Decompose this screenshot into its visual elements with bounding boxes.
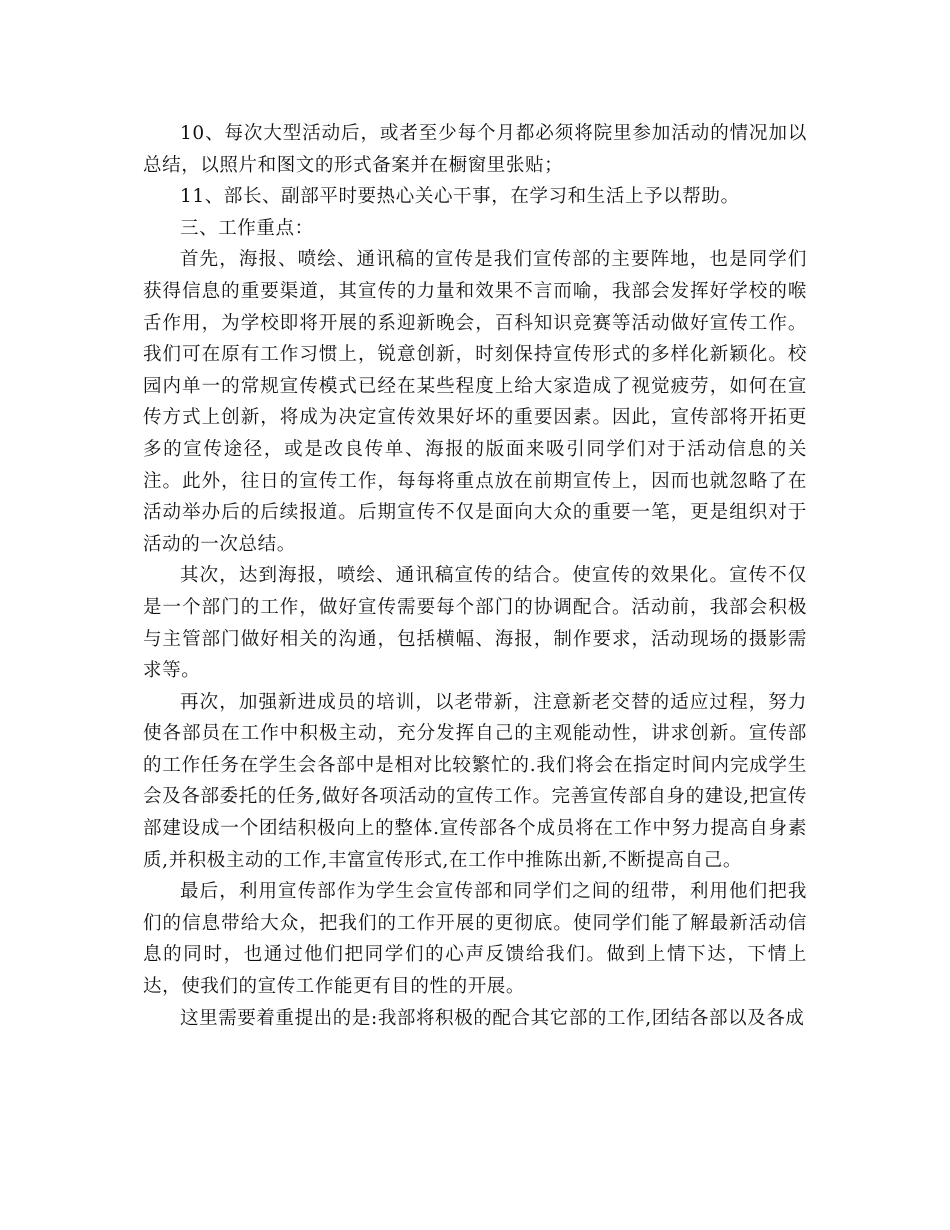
- document-body: [143, 118, 807, 1034]
- section-heading-work-focus: 三、工作重点：: [180, 217, 314, 239]
- paragraph-item-11: 11、部长、副部平时要热心关心干事，在学习和生活上予以帮助。: [180, 186, 740, 208]
- paragraph-third: 再次，加强新进成员的培训，以老带新，注意新老交替的适应过程，努力使各部员在工作中积极主动，充分发挥自己的主观能动性，讲求创新。宣传部的工作任务在学生会各部中是相对比较繁忙的.我们将会在指定时间内完成学生会及各部委托的任务,做好各项活动的宣传工作。完善宣传部自身的建设,把宣传部建设成一个团结积极向上的整体.宣传部各个成员将在工作中努力提高自身素质,并积极主动的工作,丰富宣传形式,在工作中推陈出新,不断提高自己。: [143, 691, 807, 871]
- paragraph-emphasis: 这里需要着重提出的是:我部将积极的配合其它部的工作,团结各部以及各成: [180, 1007, 805, 1029]
- paragraph-last: 最后，利用宣传部作为学生会宣传部和同学们之间的纽带，利用他们把我们的信息带给大众，把我们的工作开展的更彻底。使同学们能了解最新活动信息的同时，也通过他们把同学们的心声反馈给我们。做到上情下达，下情上达，使我们的宣传工作能更有目的性的开展。: [143, 881, 807, 998]
- paragraph-item-10: 10、每次大型活动后，或者至少每个月都必须将院里参加活动的情况加以总结，以照片和图文的形式备案并在橱窗里张贴；: [143, 123, 807, 176]
- paragraph-second: 其次，达到海报，喷绘、通讯稿宣传的结合。使宣传的效果化。宣传不仅是一个部门的工作，做好宣传需要每个部门的协调配合。活动前，我部会积极与主管部门做好相关的沟通，包括横幅、海报，制作要求，活动现场的摄影需求等。: [143, 565, 807, 682]
- paragraph-first: 首先，海报、喷绘、通讯稿的宣传是我们宣传部的主要阵地，也是同学们获得信息的重要渠道，其宣传的力量和效果不言而喻，我部会发挥好学校的喉舌作用，为学校即将开展的系迎新晚会，百科知识竞赛等活动做好宣传工作。我们可在原有工作习惯上，锐意创新，时刻保持宣传形式的多样化新颖化。校园内单一的常规宣传模式已经在某些程度上给大家造成了视觉疲劳，如何在宣传方式上创新，将成为决定宣传效果好坏的重要因素。因此，宣传部将开拓更多的宣传途径，或是改良传单、海报的版面来吸引同学们对于活动信息的关注。此外，往日的宣传工作，每每将重点放在前期宣传上，因而也就忽略了在活动举办后的后续报道。后期宣传不仅是面向大众的重要一笔，更是组织对于活动的一次总结。: [143, 249, 807, 555]
